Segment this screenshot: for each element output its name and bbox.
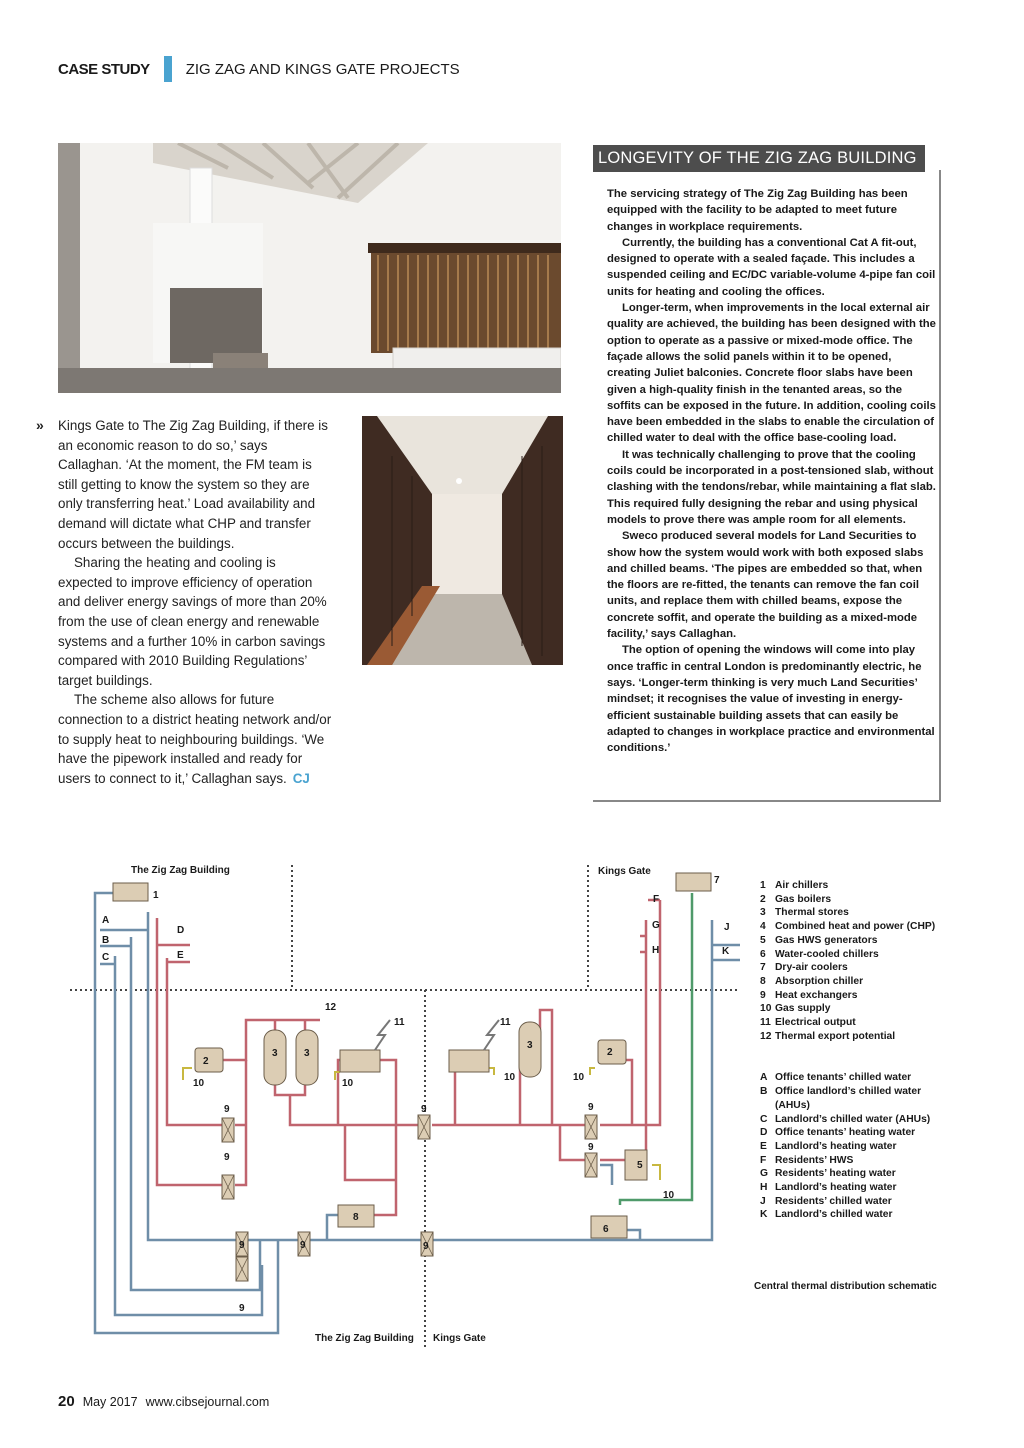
svg-text:3: 3 bbox=[304, 1048, 310, 1059]
svg-text:6: 6 bbox=[603, 1224, 609, 1235]
issue-date: May 2017 bbox=[82, 1395, 138, 1409]
svg-text:9: 9 bbox=[423, 1241, 429, 1252]
zone-label: The Zig Zag Building bbox=[315, 1333, 414, 1344]
paragraph: Longer-term, when improvements in the local external air quality are achieved, the building has been designed with the option to operate as a passive or mixed-mode office. The façade allows the solid panels within it to be opened, creating Juliet balconies. Concrete floor slabs have been given a high-quality finish in the tenanted areas, so the soffits can be exposed in the future. In addition, cooling coils have been embedded in the slabs to enable the circulation of chilled water to deal with the office base-cooling load. bbox=[607, 302, 936, 445]
legend-item: B Office landlord’s chilled water bbox=[760, 1086, 922, 1098]
lobby-photo bbox=[58, 143, 561, 393]
article-body-left bbox=[36, 416, 333, 788]
svg-text:2: 2 bbox=[203, 1056, 209, 1067]
paragraph: Sweco produced several models for Land Securities to show how the system would work with both exposed slabs and chilled beams. ‘The pipes are embedded so that, when the floors are re-fitted, the tenants can remove the fan coil units, and replace them with chilled beams, expose the concrete soffit, and operate the building as a mixed-mode facility,’ says Callaghan. bbox=[607, 530, 924, 641]
legend-item: 11 Electrical output bbox=[760, 1017, 856, 1029]
section-title: ZIG ZAG AND KINGS GATE PROJECTS bbox=[185, 60, 460, 78]
thermal-distribution-schematic bbox=[60, 855, 760, 1355]
page-number: 20 bbox=[58, 1393, 75, 1410]
svg-text:9: 9 bbox=[300, 1240, 306, 1251]
legend-item: E Landlord’s heating water bbox=[760, 1140, 897, 1152]
svg-text:K: K bbox=[722, 946, 730, 957]
legend-item: 2 Gas boilers bbox=[760, 893, 832, 905]
legend-item: 3 Thermal stores bbox=[760, 907, 849, 919]
svg-text:10: 10 bbox=[504, 1072, 516, 1083]
legend-item: D Office tenants’ heating water bbox=[760, 1127, 916, 1139]
paragraph: Sharing the heating and cooling is expected to improve efficiency of operation and deliver energy savings of more than 20% from the use of clean energy and renewable systems and a further 10% in carbon savings compared with 2010 Building Regulations’ target buildings. bbox=[58, 555, 327, 688]
paragraph: It was technically challenging to prove that the cooling coils could be incorporated in a post-tensioned slab, without clashing with the tendons/rebar, while maintaining a flat slab. This required fully designing the rebar and using physical models to prove there was ample room for all elements. bbox=[607, 448, 936, 526]
svg-text:E: E bbox=[177, 950, 184, 961]
svg-text:9: 9 bbox=[224, 1152, 230, 1163]
changing-room-photo bbox=[362, 416, 563, 665]
svg-text:10: 10 bbox=[663, 1190, 675, 1201]
svg-text:H: H bbox=[652, 945, 660, 956]
svg-text:C: C bbox=[102, 952, 110, 963]
website-link[interactable]: www.cibsejournal.com bbox=[145, 1395, 270, 1409]
svg-text:11: 11 bbox=[500, 1017, 511, 1028]
svg-text:J: J bbox=[724, 922, 730, 933]
legend-item: F Residents’ HWS bbox=[760, 1154, 854, 1166]
legend-item: 7 Dry-air coolers bbox=[760, 962, 848, 974]
paragraph: The servicing strategy of The Zig Zag Building has been equipped with the facility to be adapted to meet future changes in workplace requirements. bbox=[607, 188, 908, 233]
svg-text:D: D bbox=[177, 925, 185, 936]
svg-text:A: A bbox=[102, 915, 110, 926]
svg-text:B: B bbox=[102, 935, 110, 946]
legend-item: H Landlord’s heating water bbox=[760, 1182, 897, 1194]
svg-text:7: 7 bbox=[714, 875, 720, 886]
legend-item: G Residents’ heating water bbox=[760, 1168, 896, 1180]
svg-text:10: 10 bbox=[573, 1072, 585, 1083]
svg-text:3: 3 bbox=[272, 1048, 278, 1059]
svg-text:3: 3 bbox=[527, 1040, 533, 1051]
svg-text:9: 9 bbox=[588, 1102, 594, 1113]
svg-text:9: 9 bbox=[421, 1104, 427, 1115]
svg-text:2: 2 bbox=[607, 1047, 613, 1058]
legend-item: C Landlord’s chilled water (AHUs) bbox=[760, 1113, 931, 1125]
svg-text:8: 8 bbox=[353, 1212, 359, 1223]
legend-item: 6 Water-cooled chillers bbox=[760, 948, 879, 960]
legend-item: (AHUs) bbox=[775, 1099, 810, 1111]
legend-item: 12 Thermal export potential bbox=[760, 1030, 896, 1042]
svg-text:1: 1 bbox=[153, 890, 159, 901]
paragraph: Currently, the building has a conventional Cat A fit-out, designed to operate with a sealed façade. This includes a suspended ceiling and EC/DC variable-volume 4-pipe fan coil units for heating and cooling the offices. bbox=[607, 236, 936, 298]
continuation-icon: » bbox=[36, 417, 44, 433]
legend-item: A Office tenants’ chilled water bbox=[760, 1072, 912, 1084]
svg-text:9: 9 bbox=[239, 1240, 245, 1251]
zone-label: The Zig Zag Building bbox=[131, 865, 230, 876]
paragraph: The option of opening the windows will come into play once traffic in central London is predominantly electric, he says. ‘Longer-term thinking is very much Land Securities’ mindset; it recognises the value of investing in energy-efficient sustainable building assets that can easily be adapted to changes in workplace practice and environmental conditions.’ bbox=[607, 644, 935, 755]
page-header bbox=[58, 56, 460, 82]
page-footer bbox=[58, 1393, 269, 1410]
svg-text:G: G bbox=[652, 920, 660, 931]
legend-item: 10 Gas supply bbox=[760, 1003, 831, 1015]
svg-text:5: 5 bbox=[637, 1160, 643, 1171]
svg-text:12: 12 bbox=[325, 1002, 337, 1013]
accent-bar bbox=[164, 56, 172, 82]
legend-item: 9 Heat exchangers bbox=[760, 989, 858, 1001]
schematic-legend bbox=[760, 879, 935, 1222]
legend-item: 8 Absorption chiller bbox=[760, 975, 864, 987]
svg-text:9: 9 bbox=[588, 1142, 594, 1153]
sidebar-title: LONGEVITY OF THE ZIG ZAG BUILDING bbox=[593, 145, 925, 172]
zone-label: Kings Gate bbox=[433, 1333, 486, 1344]
legend-item: 5 Gas HWS generators bbox=[760, 934, 878, 946]
end-mark: CJ bbox=[292, 770, 310, 786]
section-kicker: CASE STUDY bbox=[58, 60, 150, 78]
legend-item: J Residents’ chilled water bbox=[760, 1195, 892, 1207]
legend-item: K Landlord’s chilled water bbox=[760, 1209, 893, 1221]
figure-caption: Central thermal distribution schematic bbox=[754, 1281, 937, 1292]
svg-text:9: 9 bbox=[239, 1303, 245, 1314]
paragraph: Kings Gate to The Zig Zag Building, if there is an economic reason to do so,’ says Callaghan. ‘At the moment, the FM team is still getting to know the system so they are only transferring heat.’ Load availability and demand will dictate what CHP and transfer occurs between the buildings. bbox=[58, 418, 328, 551]
svg-text:9: 9 bbox=[224, 1104, 230, 1115]
legend-item: 4 Combined heat and power (CHP) bbox=[760, 921, 936, 933]
svg-text:F: F bbox=[653, 894, 660, 905]
svg-text:11: 11 bbox=[394, 1017, 405, 1028]
paragraph: The scheme also allows for future connection to a district heating network and/or to supply heat to neighbouring buildings. ‘We have the pipework installed and ready for users to connect to it,’ Callaghan says. CJ bbox=[58, 692, 332, 786]
svg-text:10: 10 bbox=[193, 1078, 205, 1089]
legend-item: 1 Air chillers bbox=[760, 880, 829, 891]
zone-label: Kings Gate bbox=[598, 866, 651, 877]
svg-text:10: 10 bbox=[342, 1078, 354, 1089]
sidebar-body bbox=[607, 186, 937, 756]
